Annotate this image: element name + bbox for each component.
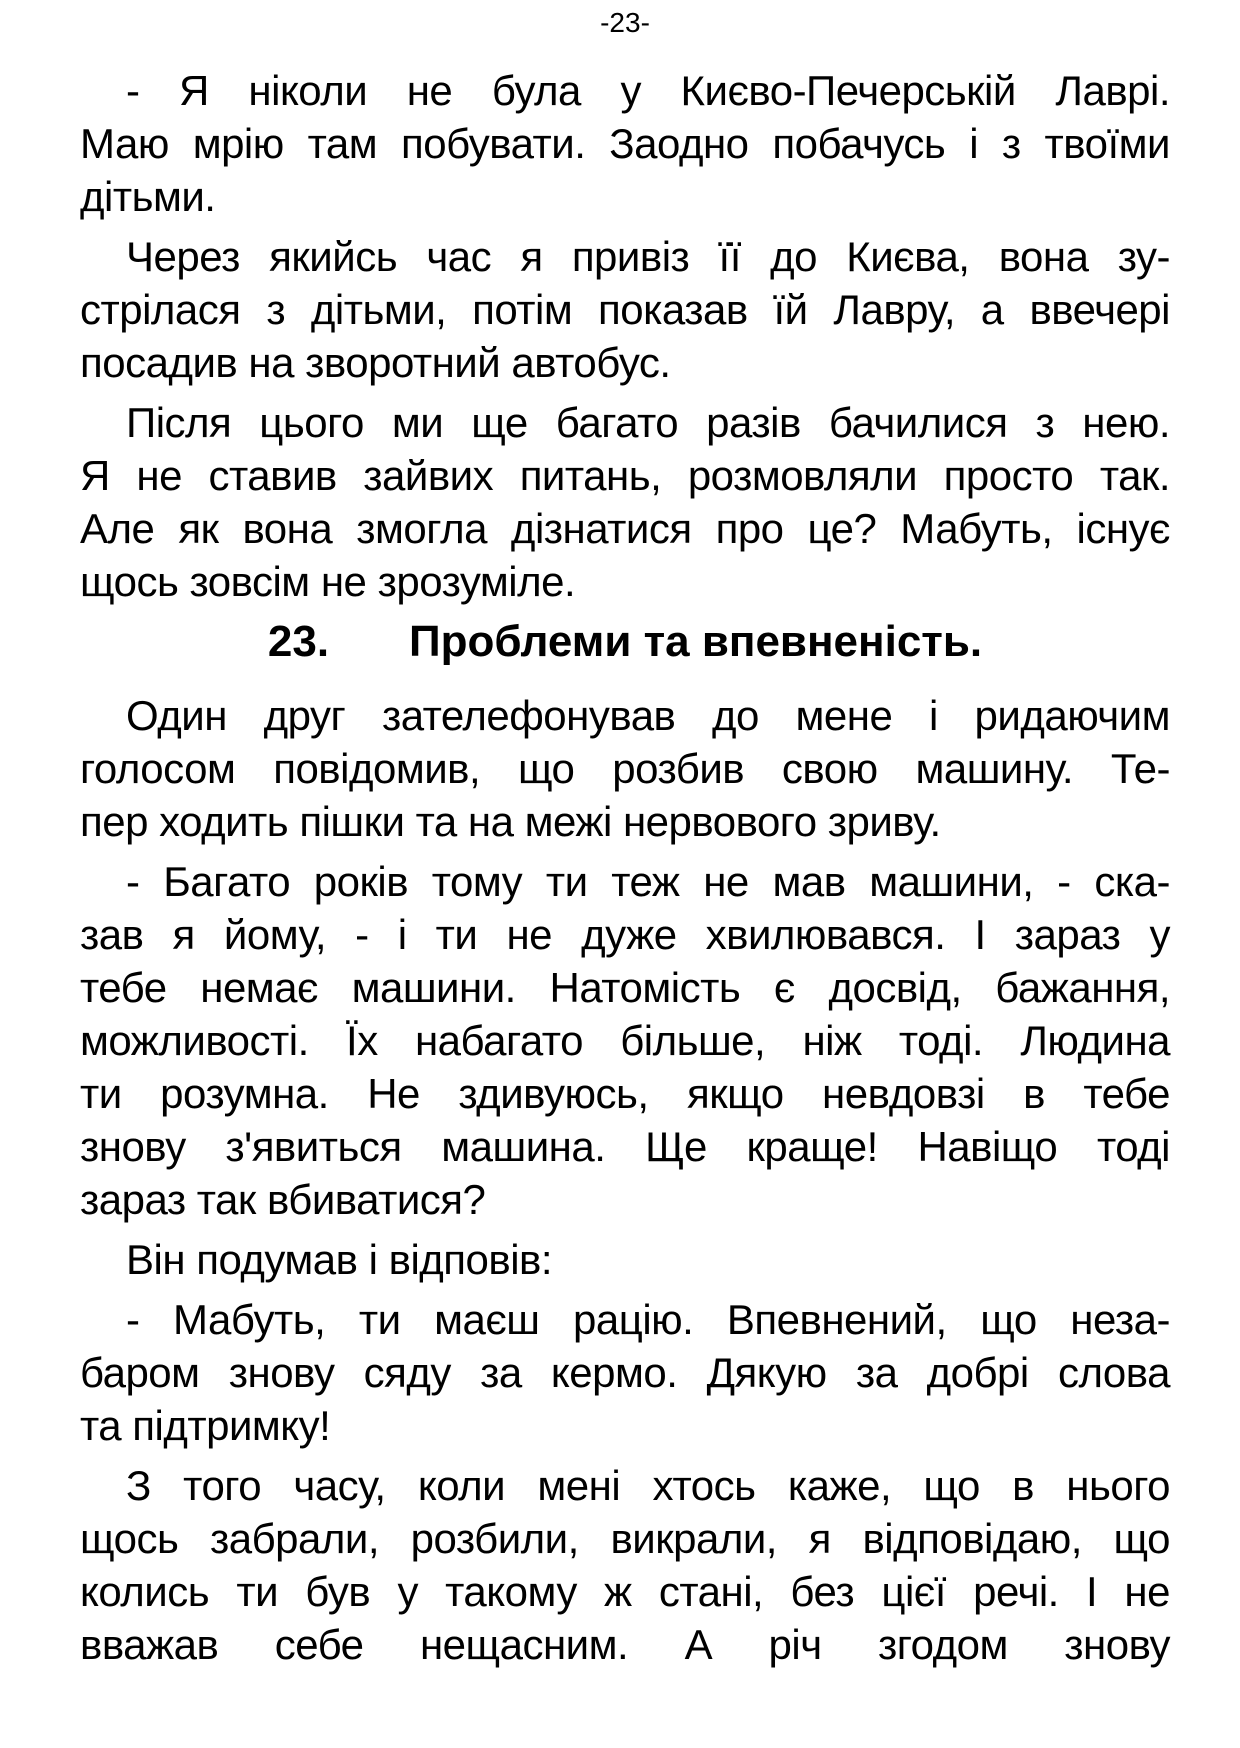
paragraph-line: З того часу, коли мені хтось каже, що в нього (126, 1462, 1170, 1509)
paragraph-line: баром знову сяду за кермо. Дякую за добрі слова (80, 1349, 1170, 1396)
paragraph-line: Але як вона змогла дізнатися про це? Мабуть, існує (80, 505, 1170, 552)
paragraph-line: дітьми. (80, 173, 216, 220)
paragraph-line: знову з'явиться машина. Ще краще! Навіщо тоді (80, 1123, 1170, 1170)
paragraph-line: Після цього ми ще багато разів бачилися з нею. (126, 399, 1170, 446)
paragraph-line: колись ти був у такому ж стані, без цієї речі. І не (80, 1568, 1170, 1615)
paragraph (80, 1233, 1170, 1286)
page-number: -23- (600, 7, 650, 38)
paragraph-line: щось зовсім не зрозуміле. (80, 558, 576, 605)
section-number: 23. (267, 617, 330, 666)
paragraph-line: Маю мрію там побувати. Заодно побачусь і з твоїми (80, 120, 1170, 167)
section-title: Проблеми та впевненість. (409, 617, 983, 666)
paragraph-line: можливості. Їх набагато більше, ніж тоді. Людина (80, 1017, 1170, 1064)
paragraph-line: стрілася з дітьми, потім показав їй Лавру, а ввечері (80, 286, 1170, 333)
paragraph-line: - Багато років тому ти теж не мав машини, - ска- (126, 858, 1170, 905)
section-heading (80, 615, 1170, 668)
paragraph (80, 64, 1170, 223)
paragraph-line: вважав себе нещасним. А річ згодом знову (80, 1621, 1170, 1668)
paragraph (80, 396, 1170, 608)
paragraph-line: пер ходить пішки та на межі нервового зриву. (80, 798, 941, 845)
paragraph (80, 1293, 1170, 1452)
paragraph-line: ти розумна. Не здивуюсь, якщо невдовзі в тебе (80, 1070, 1170, 1117)
paragraph (80, 1459, 1170, 1671)
paragraph-line: зав я йому, - і ти не дуже хвилювався. І зараз у (80, 911, 1170, 958)
page-content (80, 64, 1170, 1671)
paragraph-line: - Я ніколи не була у Києво-Печерській Лаврі. (126, 67, 1170, 114)
paragraph (80, 689, 1170, 848)
paragraph (80, 855, 1170, 1226)
paragraph-line: - Мабуть, ти маєш рацію. Впевнений, що неза- (126, 1296, 1170, 1343)
paragraph-line: та підтримку! (80, 1402, 331, 1449)
paragraph-line: Він подумав і відповів: (126, 1236, 553, 1283)
paragraph-line: щось забрали, розбили, викрали, я відповідаю, що (80, 1515, 1170, 1562)
paragraph-line: тебе немає машини. Натомість є досвід, бажання, (80, 964, 1170, 1011)
paragraph-line: зараз так вбиватися? (80, 1176, 486, 1223)
paragraph-line: Через якийсь час я привіз її до Києва, вона зу- (126, 233, 1170, 280)
paragraph-line: голосом повідомив, що розбив свою машину. Те- (80, 745, 1170, 792)
paragraph-line: Я не ставив зайвих питань, розмовляли просто так. (80, 452, 1170, 499)
paragraph (80, 230, 1170, 389)
paragraph-line: посадив на зворотний автобус. (80, 339, 671, 386)
paragraph-line: Один друг зателефонував до мене і ридаючим (126, 692, 1170, 739)
